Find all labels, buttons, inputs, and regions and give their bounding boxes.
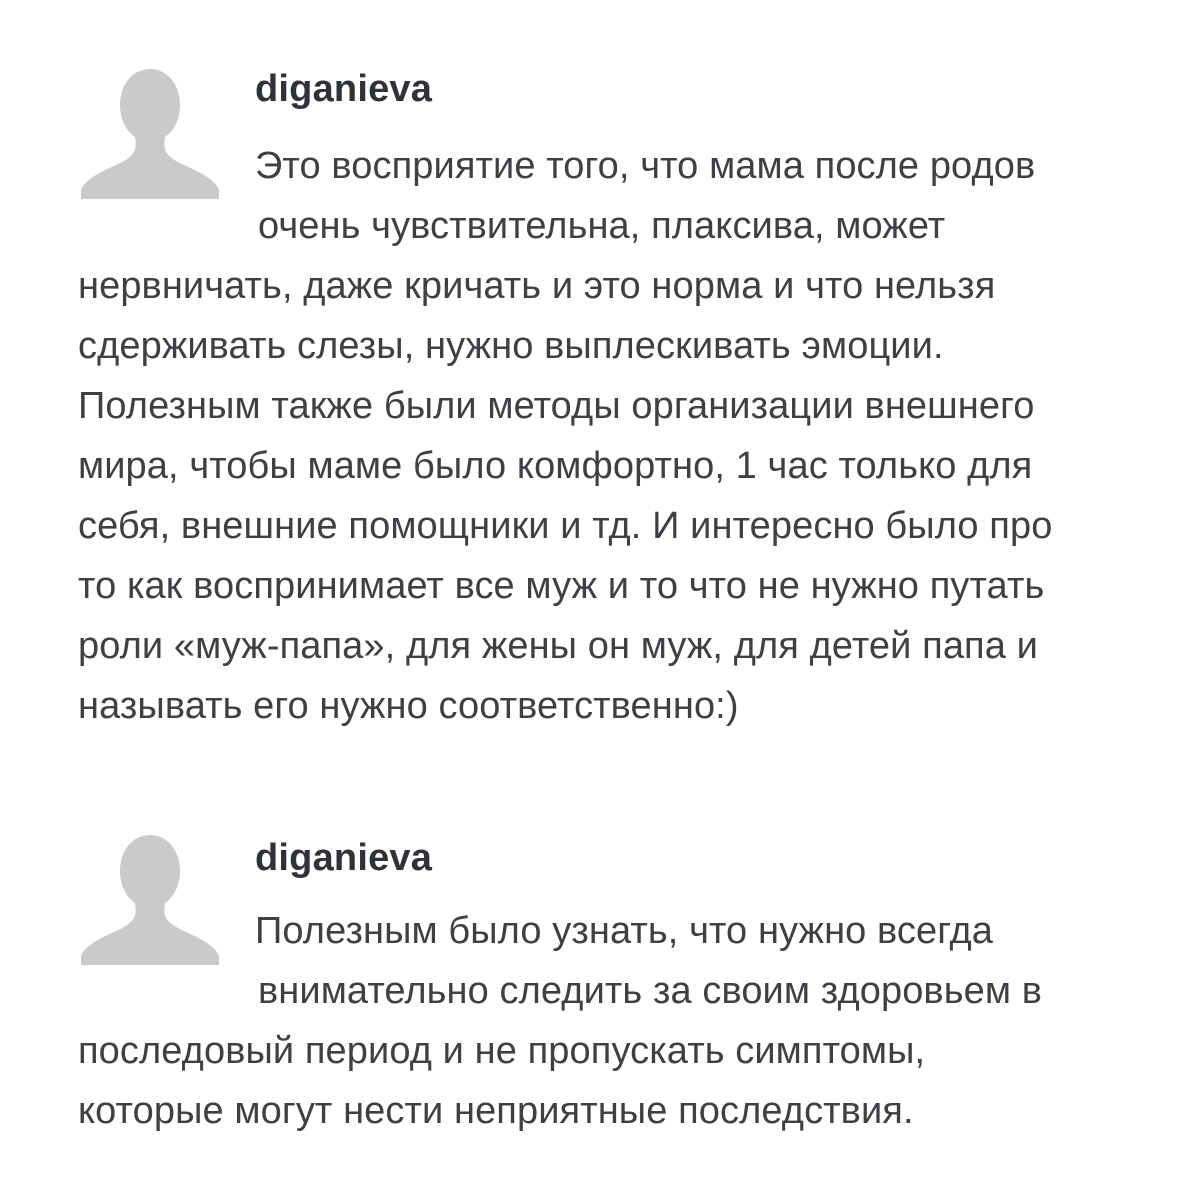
avatar[interactable] — [80, 67, 220, 199]
comment-text-line: нервничать, даже кричать и это норма и что нельзя — [78, 265, 996, 307]
comment-text-line: очень чувствительна, плаксива, может — [258, 205, 946, 247]
comment-text-line: роли «муж-папа», для жены он муж, для детей папа и — [78, 625, 1038, 667]
comment-text-line: себя, внешние помощники и тд. И интересно было про — [78, 505, 1053, 547]
comment-text-line: сдерживать слезы, нужно выплескивать эмоции. — [78, 325, 944, 367]
comment-text-line: то как воспринимает все муж и то что не нужно путать — [78, 565, 1045, 607]
comment-username[interactable]: diganieva — [255, 837, 433, 879]
person-silhouette-icon — [80, 833, 220, 965]
comment-text-line: которые могут нести неприятные последствия. — [78, 1090, 914, 1132]
comment-text-line: Полезным также были методы организации внешнего — [78, 385, 1035, 427]
comment-text-line: Это восприятие того, что мама после родов — [255, 145, 1036, 187]
comment-text-line: называть его нужно соответственно:) — [78, 685, 739, 727]
comment-text-line: мира, чтобы маме было комфортно, 1 час только для — [78, 445, 1033, 487]
person-silhouette-icon — [80, 67, 220, 199]
comment-username[interactable]: diganieva — [255, 68, 433, 110]
comment-text-line: последовый период и не пропускать симптомы, — [78, 1030, 926, 1072]
comment-text-line: внимательно следить за своим здоровьем в — [258, 970, 1043, 1012]
avatar[interactable] — [80, 833, 220, 965]
comment-text-line: Полезным было узнать, что нужно всегда — [255, 910, 994, 952]
